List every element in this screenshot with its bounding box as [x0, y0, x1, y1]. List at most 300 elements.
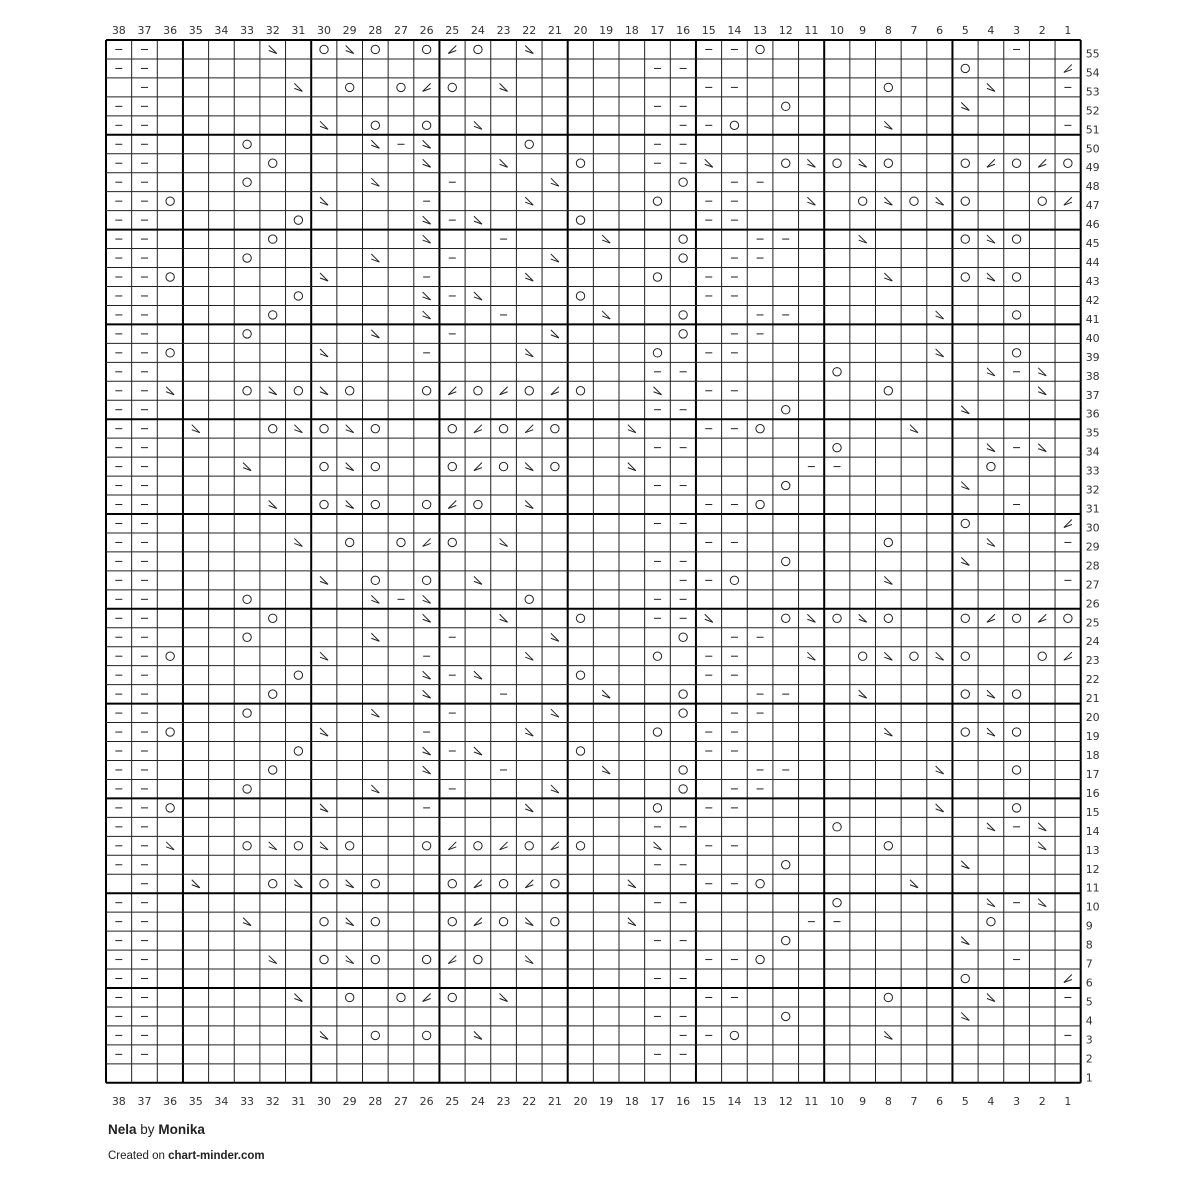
column-number: 34 [214, 24, 229, 37]
column-number: 2 [1038, 24, 1046, 37]
ssk-icon [371, 254, 379, 262]
created-on-label: Created on [108, 1150, 165, 1162]
yo-icon [910, 197, 918, 205]
yo-icon [448, 462, 456, 470]
row-number: 46 [1085, 218, 1100, 232]
row-number: 47 [1085, 199, 1100, 213]
ssk-icon [243, 918, 251, 926]
row-number: 22 [1085, 673, 1100, 687]
ssk-icon [1038, 899, 1046, 907]
column-number: 19 [599, 1094, 614, 1108]
yo-icon [269, 311, 277, 319]
ssk-icon [807, 614, 815, 622]
yo-icon [782, 614, 790, 622]
ssk-icon [987, 899, 995, 907]
column-number: 36 [163, 24, 178, 37]
ssk-icon [500, 83, 508, 91]
ssk-icon [910, 425, 918, 433]
yo-icon [782, 1012, 790, 1020]
ssk-icon [320, 121, 328, 129]
row-number: 43 [1085, 275, 1100, 288]
column-number: 33 [240, 1094, 255, 1108]
ssk-icon [320, 804, 328, 812]
column-number: 28 [368, 1094, 383, 1108]
yo-icon [422, 45, 430, 53]
yo-icon [320, 500, 328, 508]
ssk-icon [807, 652, 815, 660]
yo-icon [345, 83, 353, 91]
yo-icon [653, 273, 661, 281]
ssk-icon [628, 880, 636, 888]
ssk-icon [423, 292, 431, 300]
column-number: 3 [1013, 24, 1021, 37]
yo-icon [525, 595, 533, 603]
column-number: 32 [265, 1094, 280, 1108]
ssk-icon [961, 482, 969, 490]
k2tog-icon [1064, 975, 1072, 983]
yo-icon [243, 595, 251, 603]
ssk-icon [628, 425, 636, 433]
k2tog-icon [423, 993, 431, 1001]
yo-icon [782, 159, 790, 167]
column-number: 22 [522, 1094, 537, 1108]
ssk-icon [859, 690, 867, 698]
ssk-icon [166, 842, 174, 850]
ssk-icon [423, 235, 431, 243]
yo-icon [679, 785, 687, 793]
ssk-icon [423, 595, 431, 603]
yo-icon [1012, 804, 1020, 812]
yo-icon [448, 424, 456, 432]
column-number: 18 [624, 1094, 639, 1108]
yo-icon [422, 500, 430, 508]
yo-icon [551, 880, 559, 888]
column-number: 16 [676, 1094, 691, 1108]
yo-icon [961, 652, 969, 660]
yo-icon [833, 368, 841, 376]
yo-icon [1064, 614, 1072, 622]
k2tog-icon [525, 425, 533, 433]
k2tog-icon [423, 83, 431, 91]
ssk-icon [423, 311, 431, 319]
ssk-icon [936, 349, 944, 357]
column-number: 25 [445, 1094, 460, 1108]
yo-icon [243, 785, 251, 793]
yo-icon [1012, 235, 1020, 243]
column-number: 1 [1064, 24, 1072, 37]
yo-icon [961, 974, 969, 982]
ssk-icon [987, 83, 995, 91]
yo-icon [782, 102, 790, 110]
row-number: 2 [1085, 1052, 1093, 1066]
column-number: 28 [368, 24, 383, 37]
k2tog-icon [474, 880, 482, 888]
yo-icon [269, 614, 277, 622]
yo-icon [166, 728, 174, 736]
ssk-icon [371, 595, 379, 603]
ssk-icon [525, 273, 533, 281]
yo-icon [961, 64, 969, 72]
ssk-icon [705, 159, 713, 167]
yo-icon [730, 121, 738, 129]
yo-icon [397, 538, 405, 546]
ssk-icon [294, 993, 302, 1001]
row-number: 15 [1085, 805, 1100, 819]
yo-icon [576, 842, 584, 850]
yo-icon [961, 235, 969, 243]
ssk-icon [423, 614, 431, 622]
ssk-icon [525, 728, 533, 736]
row-number: 18 [1085, 749, 1100, 762]
yo-icon [576, 216, 584, 224]
k2tog-icon [1038, 614, 1046, 622]
yo-icon [243, 387, 251, 395]
yo-icon [1012, 614, 1020, 622]
yo-icon [833, 823, 841, 831]
yo-icon [653, 652, 661, 660]
ssk-icon [525, 197, 533, 205]
ssk-icon [961, 406, 969, 414]
column-number: 27 [393, 24, 408, 37]
column-number: 11 [804, 24, 819, 37]
column-number: 24 [470, 24, 485, 37]
column-number: 19 [599, 24, 614, 37]
yo-icon [371, 917, 379, 925]
column-number: 5 [961, 24, 969, 37]
column-number: 18 [624, 24, 639, 37]
k2tog-icon [525, 880, 533, 888]
yo-icon [1012, 766, 1020, 774]
site-link[interactable]: chart-minder.com [168, 1150, 265, 1162]
ssk-icon [500, 159, 508, 167]
ssk-icon [987, 823, 995, 831]
column-number: 3 [1013, 1094, 1021, 1108]
yo-icon [833, 898, 841, 906]
yo-icon [448, 917, 456, 925]
yo-icon [1012, 349, 1020, 357]
yo-icon [653, 804, 661, 812]
ssk-icon [346, 880, 354, 888]
ssk-icon [1038, 368, 1046, 376]
ssk-icon [602, 690, 610, 698]
ssk-icon [320, 842, 328, 850]
column-number: 31 [291, 1094, 306, 1108]
column-numbers-bottom [112, 1095, 1072, 1108]
column-number: 13 [753, 1094, 768, 1108]
column-number: 26 [419, 24, 434, 37]
ssk-icon [961, 557, 969, 565]
yo-icon [499, 880, 507, 888]
ssk-icon [346, 956, 354, 964]
yo-icon [884, 842, 892, 850]
yo-icon [961, 273, 969, 281]
k2tog-icon [474, 463, 482, 471]
ssk-icon [474, 216, 482, 224]
yo-icon [166, 652, 174, 660]
yo-icon [422, 955, 430, 963]
column-number: 36 [163, 1094, 178, 1108]
yo-icon [1012, 159, 1020, 167]
ssk-icon [525, 463, 533, 471]
yo-icon [730, 576, 738, 584]
row-number: 4 [1085, 1014, 1093, 1028]
ssk-icon [346, 501, 354, 509]
column-number: 20 [573, 1094, 588, 1108]
yo-icon [833, 614, 841, 622]
yo-icon [884, 993, 892, 1001]
yo-icon [243, 633, 251, 641]
yo-icon [166, 804, 174, 812]
k2tog-icon [1064, 197, 1072, 205]
row-number: 44 [1085, 256, 1100, 270]
row-number: 24 [1085, 635, 1100, 649]
yo-icon [397, 993, 405, 1001]
row-number: 17 [1085, 767, 1100, 781]
k2tog-icon [448, 387, 456, 395]
yo-icon [551, 462, 559, 470]
column-number: 6 [936, 24, 944, 37]
ssk-icon [474, 576, 482, 584]
ssk-icon [653, 387, 661, 395]
yo-icon [884, 159, 892, 167]
row-number: 20 [1085, 711, 1100, 725]
yo-icon [782, 481, 790, 489]
ssk-icon [294, 538, 302, 546]
row-number: 42 [1085, 293, 1100, 307]
column-number: 38 [111, 24, 126, 37]
ssk-icon [500, 538, 508, 546]
yo-icon [1012, 273, 1020, 281]
ssk-icon [346, 45, 354, 53]
column-number: 10 [830, 24, 845, 37]
yo-icon [756, 45, 764, 53]
ssk-icon [423, 216, 431, 224]
row-number: 21 [1085, 692, 1100, 706]
row-number: 38 [1085, 369, 1100, 383]
yo-icon [679, 709, 687, 717]
yo-icon [1064, 159, 1072, 167]
yo-icon [961, 690, 969, 698]
k2tog-icon [474, 425, 482, 433]
chart-grid [106, 40, 1081, 1083]
ssk-icon [936, 652, 944, 660]
yo-icon [679, 330, 687, 338]
row-number: 51 [1085, 123, 1100, 137]
ssk-icon [987, 538, 995, 546]
k2tog-icon [448, 501, 456, 509]
row-number: 19 [1085, 730, 1100, 744]
yo-icon [243, 254, 251, 262]
yo-icon [243, 178, 251, 186]
yo-icon [422, 576, 430, 584]
column-number: 5 [961, 1094, 969, 1108]
column-number: 35 [188, 24, 203, 37]
yo-icon [269, 159, 277, 167]
yo-icon [1012, 311, 1020, 319]
k2tog-icon [423, 538, 431, 546]
k2tog-icon [448, 956, 456, 964]
row-number: 41 [1085, 312, 1100, 326]
ssk-icon [525, 956, 533, 964]
yo-icon [884, 538, 892, 546]
column-number: 10 [830, 1094, 845, 1108]
column-number: 15 [701, 24, 716, 37]
yo-icon [371, 121, 379, 129]
column-number: 23 [496, 1094, 511, 1108]
yo-icon [987, 917, 995, 925]
ssk-icon [371, 140, 379, 148]
ssk-icon [525, 501, 533, 509]
yo-icon [576, 292, 584, 300]
author-name: Monika [158, 1122, 205, 1137]
k2tog-icon [448, 45, 456, 53]
ssk-icon [320, 1031, 328, 1039]
column-number: 2 [1038, 1094, 1046, 1108]
row-number: 9 [1085, 919, 1093, 933]
ssk-icon [423, 140, 431, 148]
yo-icon [961, 614, 969, 622]
row-number: 10 [1085, 900, 1100, 914]
yo-icon [884, 614, 892, 622]
ssk-icon [551, 633, 559, 641]
k2tog-icon [1038, 159, 1046, 167]
yo-icon [782, 557, 790, 565]
ssk-icon [551, 709, 559, 717]
yo-icon [961, 159, 969, 167]
row-number: 36 [1085, 407, 1100, 421]
ssk-icon [320, 273, 328, 281]
yo-icon [371, 500, 379, 508]
yo-icon [422, 121, 430, 129]
ssk-icon [1038, 444, 1046, 452]
yo-icon [525, 387, 533, 395]
yo-icon [294, 292, 302, 300]
yo-icon [679, 235, 687, 243]
yo-icon [653, 728, 661, 736]
yo-icon [294, 387, 302, 395]
column-number: 37 [137, 24, 152, 37]
k2tog-icon [1064, 64, 1072, 72]
yo-icon [320, 880, 328, 888]
ssk-icon [525, 804, 533, 812]
row-number: 32 [1085, 483, 1100, 497]
yo-icon [1038, 197, 1046, 205]
ssk-icon [269, 842, 277, 850]
yo-icon [551, 917, 559, 925]
yo-icon [499, 462, 507, 470]
row-number: 27 [1085, 578, 1100, 592]
yo-icon [576, 387, 584, 395]
yo-icon [345, 538, 353, 546]
yo-icon [320, 955, 328, 963]
column-number: 30 [317, 1094, 332, 1108]
yo-icon [345, 387, 353, 395]
ssk-icon [500, 614, 508, 622]
yo-icon [166, 349, 174, 357]
column-number: 12 [778, 1094, 793, 1108]
ssk-icon [500, 993, 508, 1001]
column-number: 17 [650, 24, 665, 37]
column-number: 21 [547, 24, 562, 37]
ssk-icon [987, 235, 995, 243]
yo-icon [679, 633, 687, 641]
yo-icon [679, 311, 687, 319]
ssk-icon [859, 614, 867, 622]
ssk-icon [320, 728, 328, 736]
yo-icon [422, 387, 430, 395]
yo-icon [884, 387, 892, 395]
ssk-icon [884, 197, 892, 205]
ssk-icon [859, 235, 867, 243]
yo-icon [166, 197, 174, 205]
ssk-icon [936, 197, 944, 205]
ssk-icon [525, 45, 533, 53]
k2tog-icon [551, 842, 559, 850]
ssk-icon [884, 728, 892, 736]
yo-icon [679, 254, 687, 262]
column-number: 38 [111, 1094, 126, 1108]
yo-icon [910, 652, 918, 660]
ssk-icon [525, 349, 533, 357]
ssk-icon [474, 1031, 482, 1039]
column-number: 21 [547, 1094, 562, 1108]
yo-icon [474, 955, 482, 963]
row-number: 23 [1085, 654, 1100, 668]
yo-icon [269, 690, 277, 698]
column-number: 23 [496, 24, 511, 37]
ssk-icon [269, 501, 277, 509]
yo-icon [576, 747, 584, 755]
pattern-name: Nela [108, 1122, 137, 1137]
yo-icon [397, 83, 405, 91]
column-number: 20 [573, 24, 588, 37]
yo-icon [756, 424, 764, 432]
ssk-icon [1038, 823, 1046, 831]
ssk-icon [884, 576, 892, 584]
ssk-icon [371, 709, 379, 717]
row-number: 40 [1085, 331, 1100, 345]
row-number: 53 [1085, 85, 1100, 99]
ssk-icon [346, 425, 354, 433]
ssk-icon [166, 387, 174, 395]
column-number: 22 [522, 24, 537, 37]
ssk-icon [1038, 387, 1046, 395]
ssk-icon [423, 766, 431, 774]
row-number: 50 [1085, 142, 1100, 156]
column-number: 37 [137, 1094, 152, 1108]
ssk-icon [474, 292, 482, 300]
ssk-icon [884, 273, 892, 281]
k2tog-icon [1064, 652, 1072, 660]
yo-icon [961, 519, 969, 527]
ssk-icon [294, 880, 302, 888]
created-on-line [108, 1150, 265, 1162]
ssk-icon [192, 880, 200, 888]
yo-icon [269, 235, 277, 243]
yo-icon [782, 406, 790, 414]
yo-icon [422, 842, 430, 850]
yo-icon [345, 993, 353, 1001]
row-number: 33 [1085, 464, 1100, 478]
yo-icon [551, 424, 559, 432]
ssk-icon [602, 235, 610, 243]
yo-icon [756, 880, 764, 888]
yo-icon [371, 424, 379, 432]
ssk-icon [320, 349, 328, 357]
k2tog-icon [500, 387, 508, 395]
column-number: 7 [910, 1094, 918, 1108]
ssk-icon [525, 652, 533, 660]
